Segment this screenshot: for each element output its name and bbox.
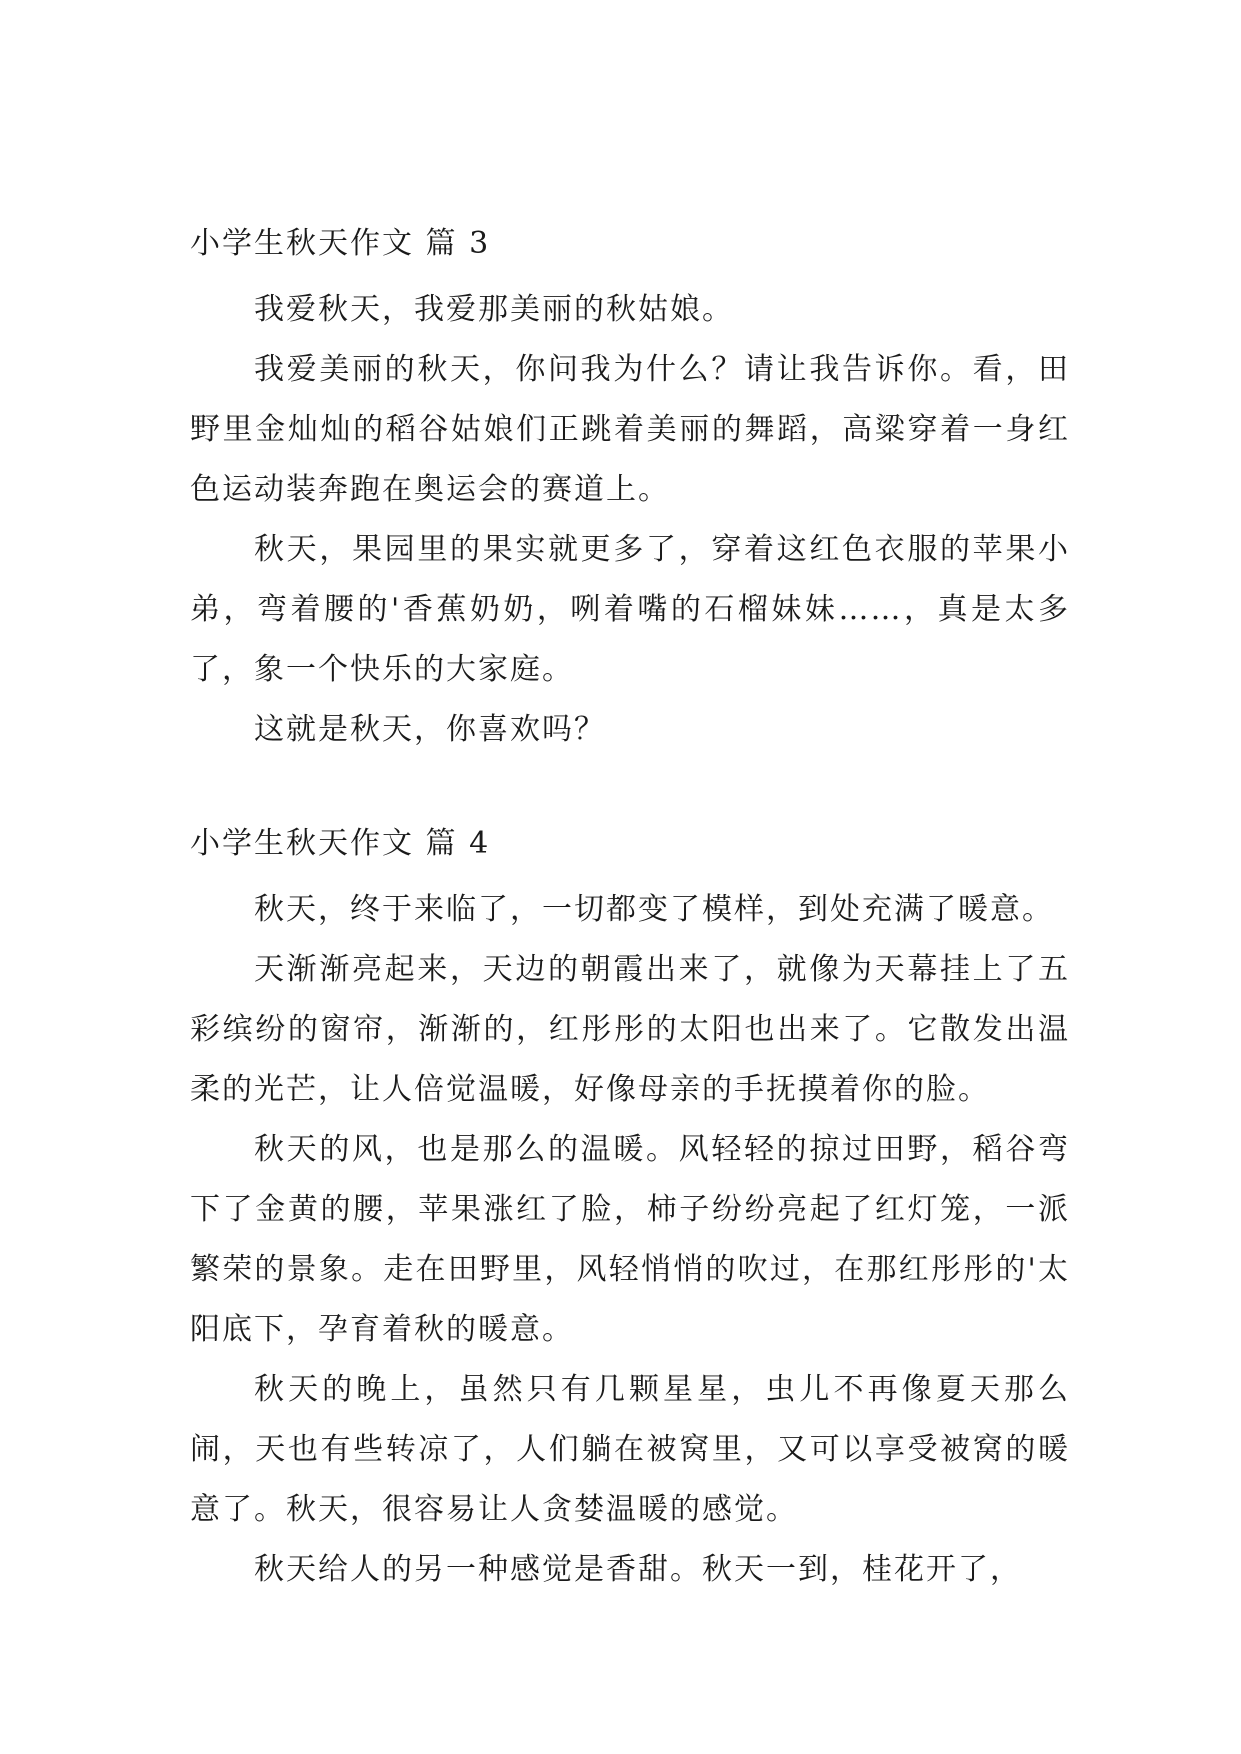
paragraph: 秋天，果园里的果实就更多了，穿着这红色衣服的苹果小弟，弯着腰的'香蕉奶奶，咧着嘴的石榴妹妹……，真是太多了，象一个快乐的大家庭。 <box>190 532 1070 687</box>
paragraph: 这就是秋天，你喜欢吗？ <box>254 712 606 747</box>
paragraph: 天渐渐亮起来，天边的朝霞出来了，就像为天幕挂上了五彩缤纷的窗帘，渐渐的，红彤彤的太阳也出来了。它散发出温柔的光芒，让人倍觉温暖，好像母亲的手抚摸着你的脸。 <box>190 952 1070 1107</box>
paragraph: 我爱秋天，我爱那美丽的秋姑娘。 <box>254 292 734 327</box>
paragraph: 我爱美丽的秋天，你问我为什么？请让我告诉你。看，田野里金灿灿的稻谷姑娘们正跳着美丽的舞蹈，高粱穿着一身红色运动装奔跑在奥运会的赛道上。 <box>190 352 1070 507</box>
paragraph: 秋天的晚上，虽然只有几颗星星，虫儿不再像夏天那么闹，天也有些转凉了，人们躺在被窝里，又可以享受被窝的暖意了。秋天，很容易让人贪婪温暖的感觉。 <box>190 1372 1070 1527</box>
document-page <box>190 222 1070 1600</box>
section-heading: 小学生秋天作文 篇 4 <box>190 826 491 861</box>
section-heading: 小学生秋天作文 篇 3 <box>190 226 491 261</box>
paragraph: 秋天给人的另一种感觉是香甜。秋天一到，桂花开了， <box>254 1552 1022 1587</box>
paragraph: 秋天的风，也是那么的温暖。风轻轻的掠过田野，稻谷弯下了金黄的腰，苹果涨红了脸，柿子纷纷亮起了红灯笼，一派繁荣的景象。走在田野里，风轻悄悄的吹过，在那红彤彤的'太阳底下，孕育着秋的暖意。 <box>190 1132 1070 1347</box>
essay-section-4 <box>190 822 1070 1600</box>
essay-section-3 <box>190 222 1070 760</box>
paragraph: 秋天，终于来临了，一切都变了模样，到处充满了暖意。 <box>254 892 1054 927</box>
